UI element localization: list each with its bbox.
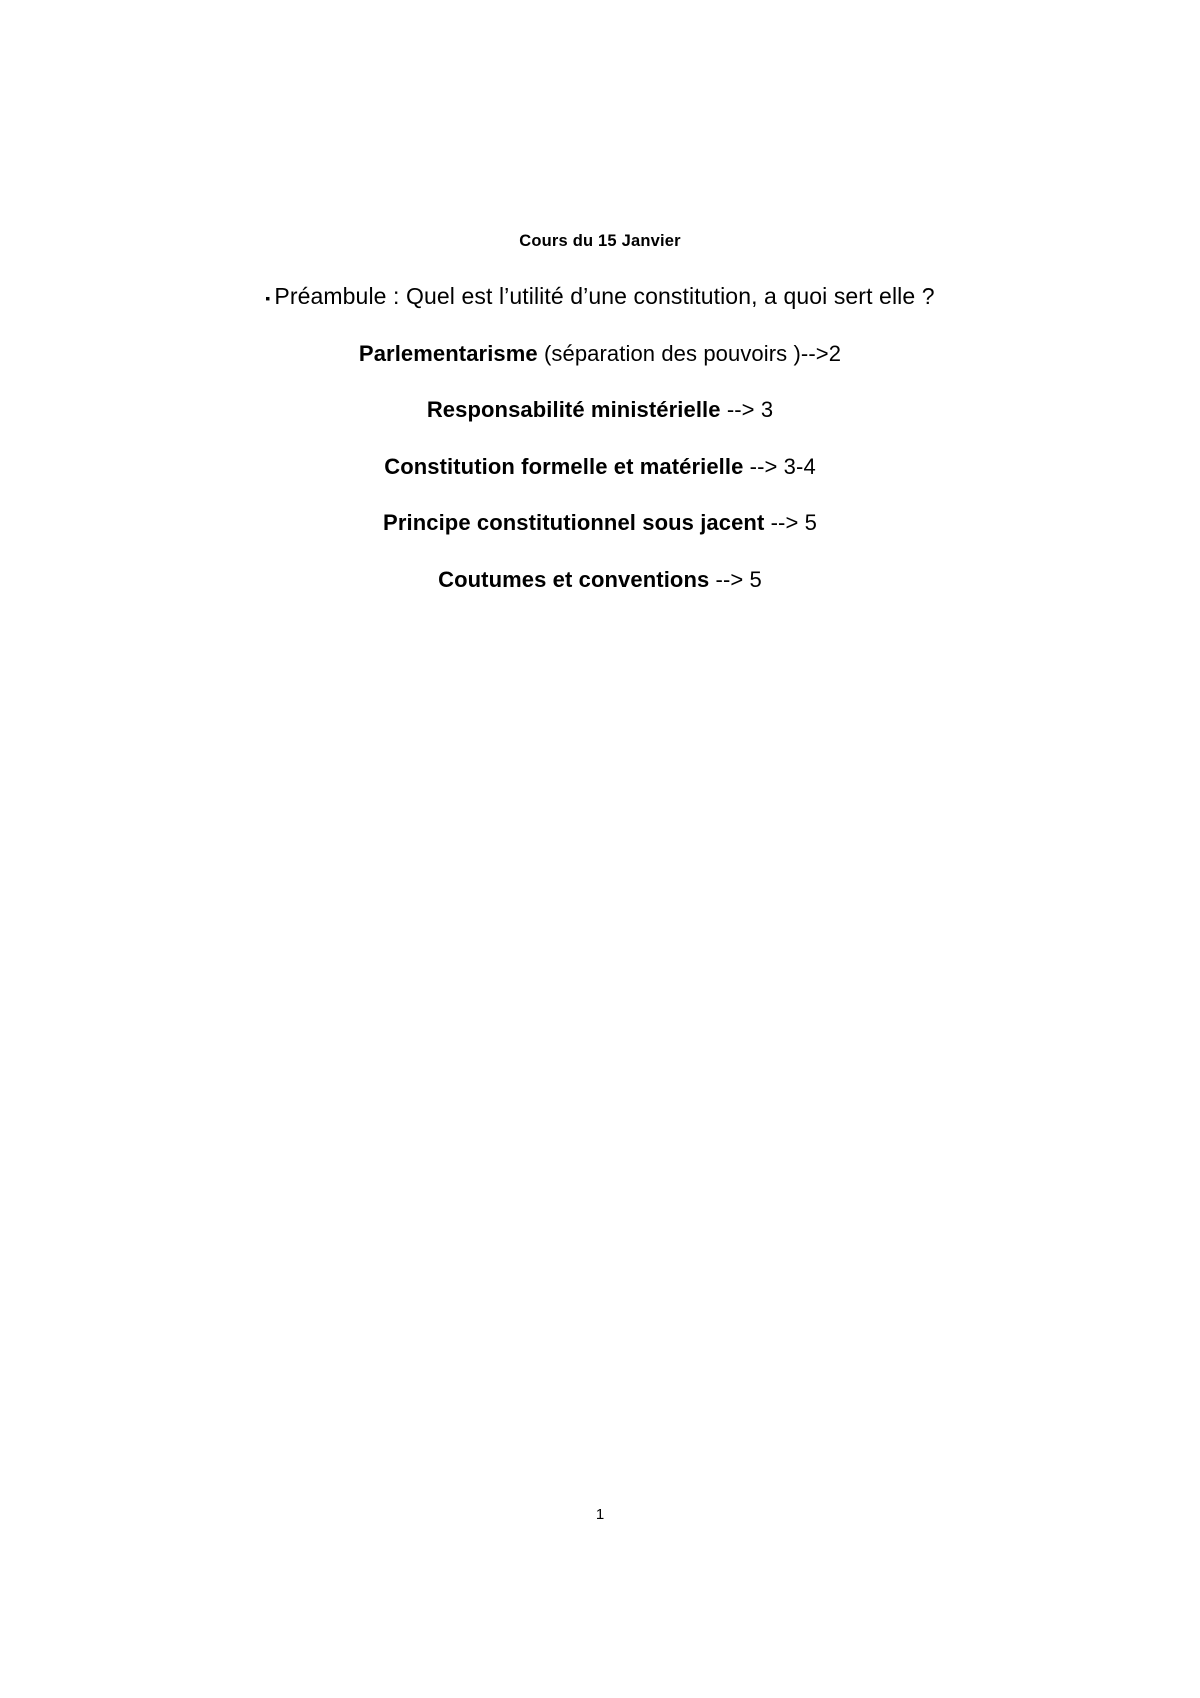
page-number: 1 bbox=[595, 1506, 605, 1523]
toc-entry-detail: (séparation des pouvoirs )-->2 bbox=[537, 340, 842, 366]
toc-entry bbox=[100, 453, 1100, 482]
document-content bbox=[100, 0, 1100, 595]
preamble-text: Préambule : Quel est l’utilité d’une constitution, a quoi sert elle ? bbox=[274, 282, 935, 309]
toc-entry-label: Principe constitutionnel sous jacent bbox=[383, 510, 765, 536]
toc-entry-detail: --> 3-4 bbox=[743, 453, 816, 479]
toc-entry-label: Responsabilité ministérielle bbox=[426, 397, 721, 423]
toc-entry-label: Coutumes et conventions bbox=[438, 567, 710, 593]
table-of-contents bbox=[100, 340, 1100, 595]
page-title: Cours du 15 Janvier bbox=[519, 232, 681, 250]
toc-entry-detail: --> 5 bbox=[764, 510, 817, 536]
toc-entry-detail: --> 5 bbox=[709, 567, 762, 593]
preamble-line bbox=[100, 282, 1100, 312]
toc-entry bbox=[100, 509, 1100, 538]
toc-entry-label: Parlementarisme bbox=[358, 340, 538, 366]
toc-entry-label: Constitution formelle et matérielle bbox=[384, 453, 744, 479]
toc-entry bbox=[100, 396, 1100, 425]
toc-entry bbox=[100, 340, 1100, 369]
bullet-icon: ▪ bbox=[265, 289, 271, 306]
toc-entry bbox=[100, 566, 1100, 595]
toc-entry-detail: --> 3 bbox=[720, 397, 774, 423]
